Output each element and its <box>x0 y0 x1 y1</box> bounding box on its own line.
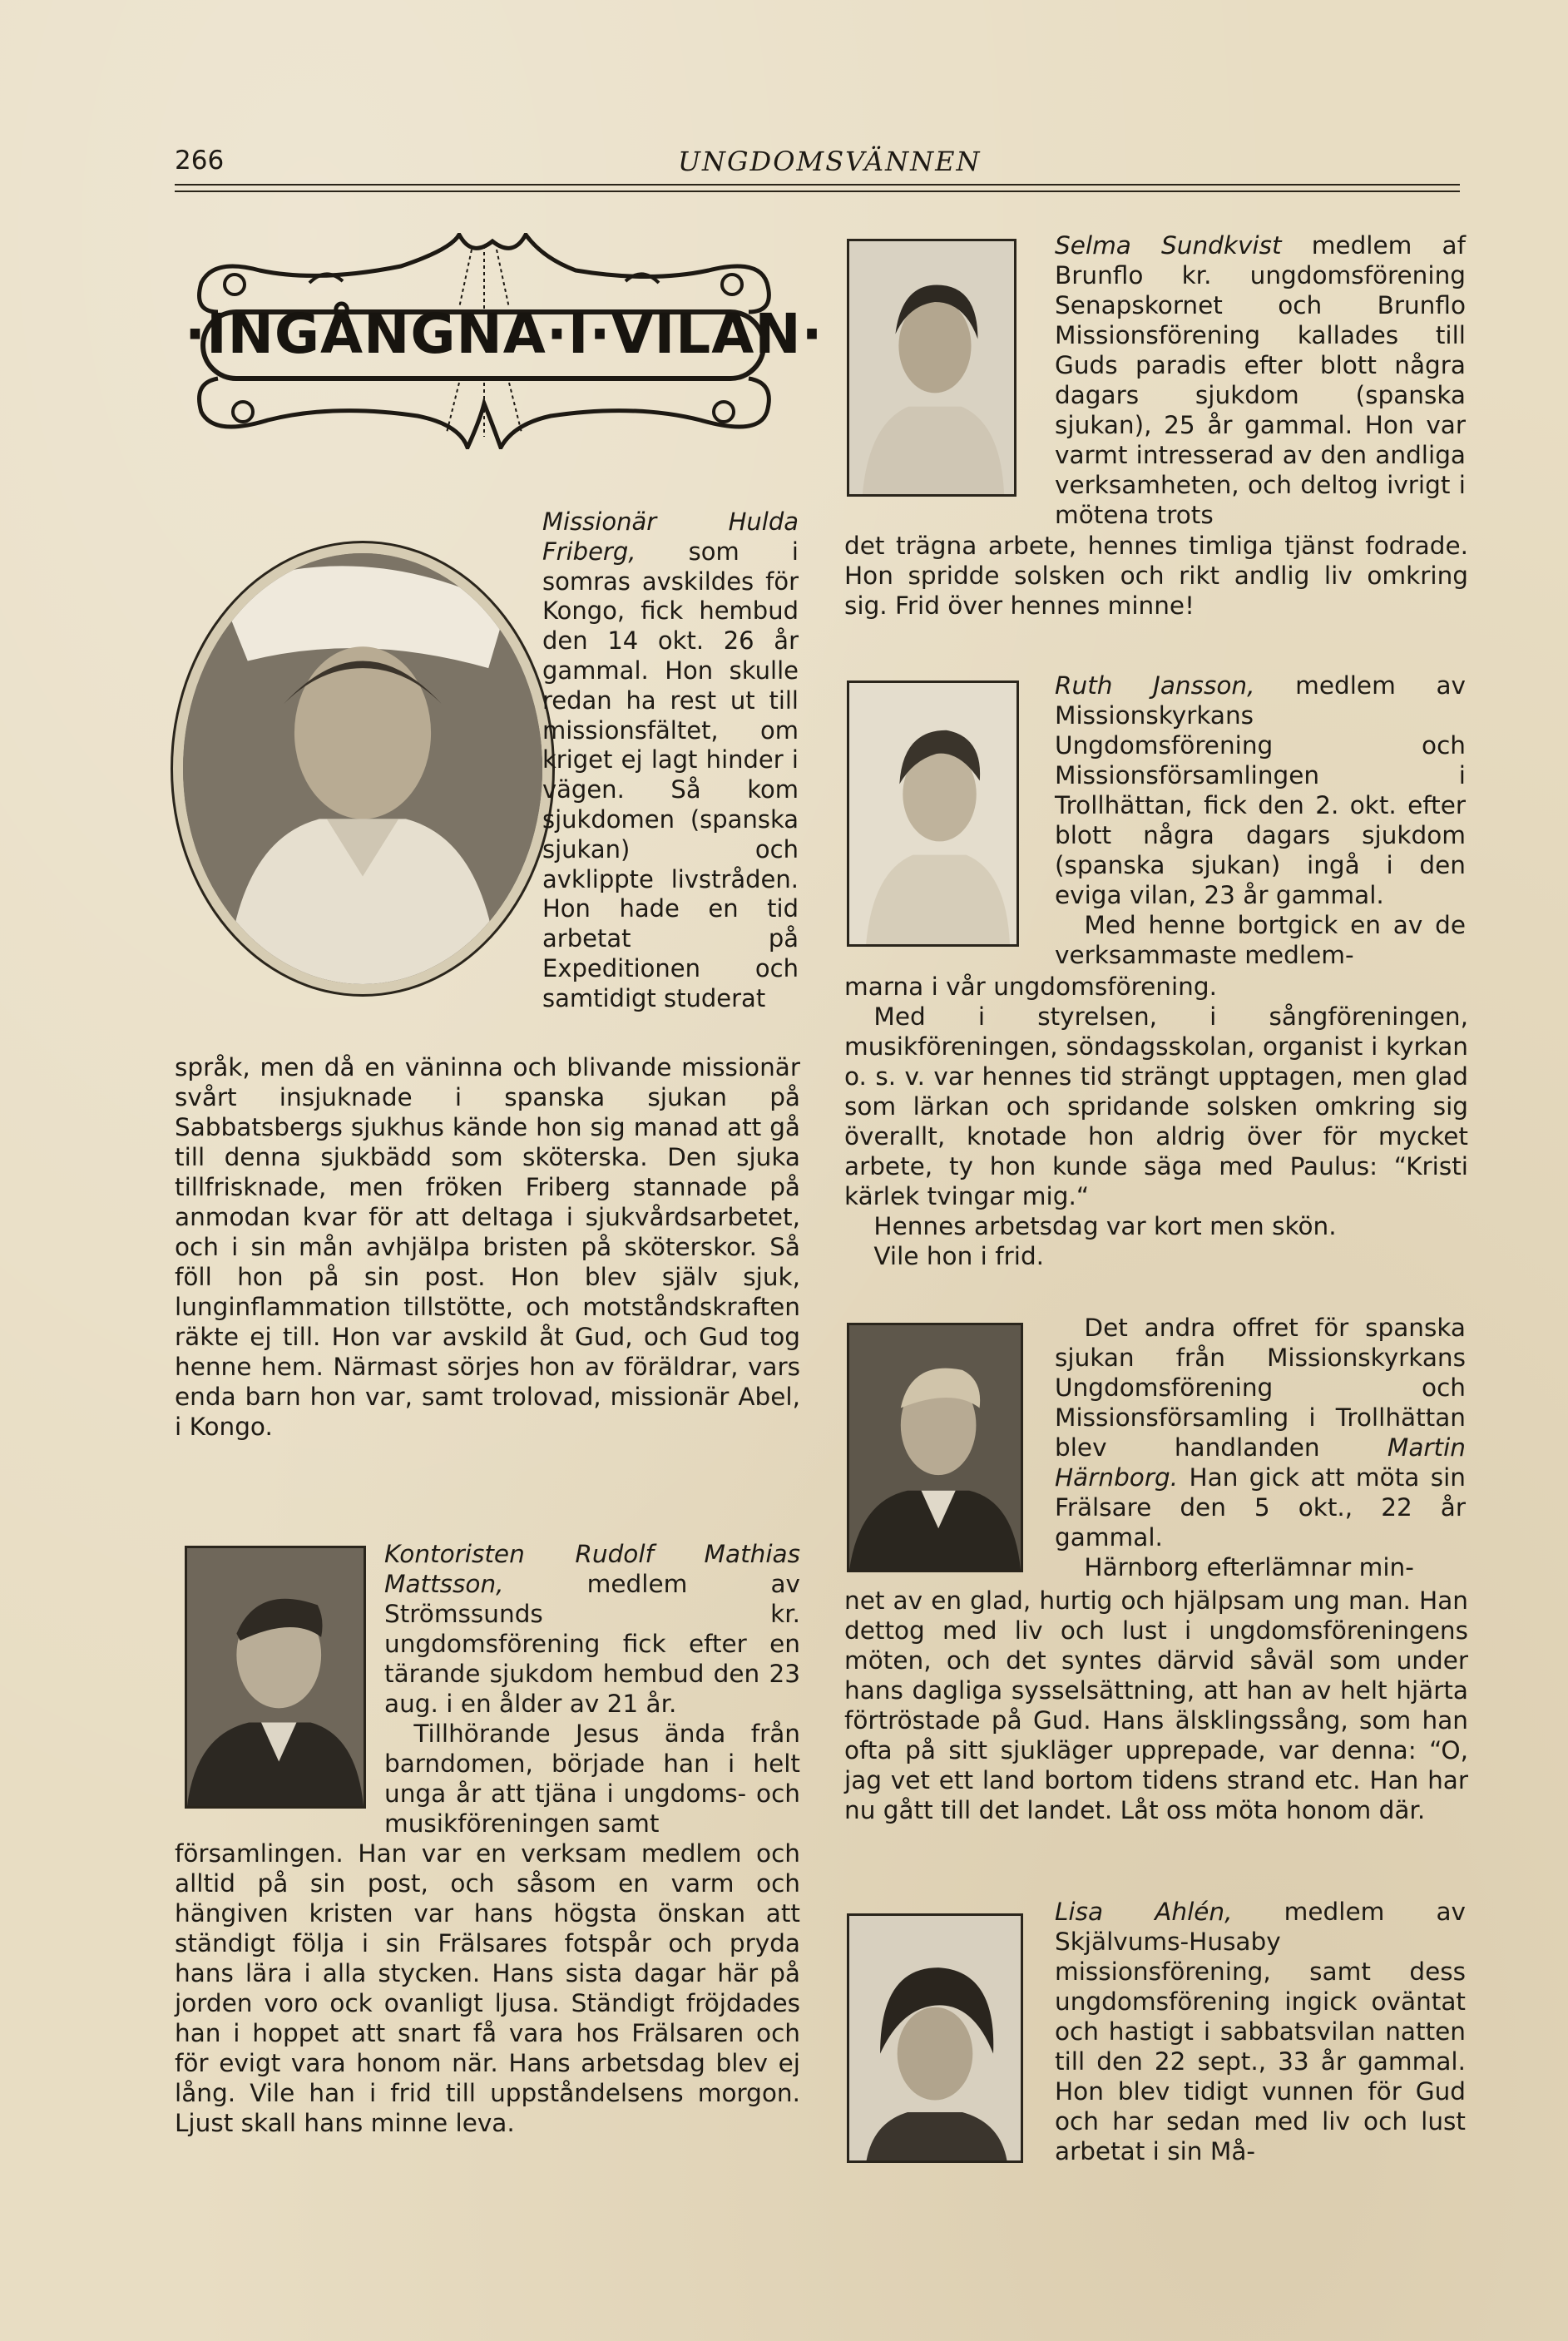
friberg-name: Missionär Hulda Friberg, <box>542 507 799 566</box>
jansson-cont-4: Vile hon i frid. <box>873 1242 1045 1270</box>
article-harnborg-side <box>1055 1313 1466 1582</box>
portrait-oval-friberg <box>171 541 555 997</box>
portrait-woman-icon <box>849 683 1016 944</box>
running-head: UNGDOMSVÄNNEN <box>678 146 982 177</box>
article-friberg-side <box>542 507 799 1014</box>
harnborg-text-a: Det andra offret för spanska sjukan från Missionskyrkans Ungdomsförening och Missionsförsamling i Trollhättan blev handlanden <box>1055 1314 1466 1462</box>
portrait-man-icon <box>849 1325 1021 1570</box>
article-mattsson-cont <box>175 1839 800 2138</box>
sundkvist-name: Selma Sundkvist <box>1055 231 1282 260</box>
portrait-mattsson <box>185 1546 366 1809</box>
jansson-name: Ruth Jansson, <box>1055 671 1255 700</box>
sundkvist-cont-text: det trägna arbete, hennes timliga tjänst fodrade. Hon spridde solsken och rikt andlig liv omkring sig. Frid över hennes minne! <box>844 532 1468 620</box>
article-harnborg-cont <box>844 1586 1468 1825</box>
article-sundkvist-cont <box>844 531 1468 621</box>
jansson-cont-1: marna i vår ungdomsförening. <box>844 973 1217 1001</box>
harnborg-cont-text: net av en glad, hurtig och hjälpsam ung man. Han dettog med liv och lust i ungdomsföreningens möten, och det syntes därvid såväl som under hans dagliga sysselsättning, att han av helt hjärta förtröstade på Gud. Hans älsklingssång, som han ofta på sitt sjukläger upprepade, var denna: “O, jag vet ett land bortom tidens strand etc. Han har nu gått till det landet. Låt oss möta honom där. <box>844 1586 1468 1824</box>
portrait-nurse-icon <box>183 553 542 984</box>
jansson-text: medlem av Missionskyrkans Ungdomsförening och Missionsförsamlingen i Trollhättan, fick den 2. okt. efter blott några dagars sjukdom (spanska sjukan) ingå i den eviga vilan, 23 år gammal. <box>1055 671 1466 909</box>
portrait-woman-icon <box>849 241 1014 494</box>
jansson-text-2: Med henne bortgick en av de verksammaste medlem- <box>1055 911 1466 969</box>
header-rule <box>175 184 1460 186</box>
article-mattsson-side <box>384 1539 800 1839</box>
jansson-cont-2: Med i styrelsen, i sångföreningen, musikföreningen, söndagsskolan, organist i kyrkan o. s. v. var hennes tid strängt upptagen, men glad som lärkan och spridande solsken omkring sig överallt, knotade hon aldrig över för mycket arbete, ty hon kunde säga med Paulus: “Kristi kärlek tvingar mig.“ <box>844 1002 1468 1210</box>
ahlen-name: Lisa Ahlén, <box>1055 1898 1233 1926</box>
portrait-woman-icon <box>849 1916 1021 2160</box>
portrait-man-icon <box>187 1548 364 1806</box>
harnborg-text-2: Härnborg efterlämnar min- <box>1084 1553 1414 1581</box>
header-rule-double <box>175 191 1460 192</box>
friberg-text: som i somras avskildes för Kongo, fick hembud den 14 okt. 26 år gammal. Hon skulle redan ha rest ut till missionsfältet, om kriget ej lagt hinder i vägen. Så kom sjukdomen (spanska sjukan) och avklippte livstråden. Hon hade en tid arbetat på Expeditionen och samtidigt studerat <box>542 537 799 1012</box>
portrait-harnborg <box>847 1323 1023 1572</box>
portrait-friberg <box>183 553 542 984</box>
mattsson-cont-text: församlingen. Han var en verksam medlem och alltid på sin post, och såsom en varm och hängiven kristen var hans högsta önskan att ständigt följa i sin Frälsares fotspår och pryda hans lära i alla stycken. Hans sista dagar här på jorden voro ock ovanligt ljusa. Ständigt fröjdades han i hoppet att snart få vara hos Frälsaren och för evigt vara honom när. Hans arbetsdag blev ej lång. Vile han i frid till uppståndelsens morgon. Ljust skall hans minne leva. <box>175 1839 800 2137</box>
jansson-cont-3: Hennes arbetsdag var kort men skön. <box>873 1212 1337 1240</box>
ornamental-banner <box>185 233 824 449</box>
mattsson-text: medlem av Strömssunds kr. ungdomsförening fick efter en tärande sjukdom hembud den 23 aug. i en ålder av 21 år. <box>384 1570 800 1718</box>
sundkvist-text: medlem af Brunflo kr. ungdomsförening Senapskornet och Brunflo Missionsförening kallades till Guds paradis efter blott några dagars sjukdom (spanska sjukan), 25 år gammal. Hon var varmt intresserad av den andliga verksamheten, och deltog ivrigt i mötena trots <box>1055 231 1466 529</box>
page-number: 266 <box>175 146 225 176</box>
article-jansson-side <box>1055 671 1466 970</box>
page-header <box>175 146 1460 187</box>
portrait-sundkvist <box>847 239 1016 497</box>
friberg-cont-text: språk, men då en väninna och blivande missionär svårt insjuknade i spanska sjukan på Sabbatsbergs sjukhus kände hon sig manad att gå till denna sjukbädd som sköterska. Den sjuka tillfrisknade, men fröken Friberg stannade på anmodan kvar för att deltaga i sjukvårdsarbetet, och i sin mån avhjälpa bristen på sköterskor. Så föll hon på sin post. Hon blev själv sjuk, lunginflammation tillstötte, och motståndskraften räkte ej till. Hon var avskild åt Gud, och Gud tog henne hem. Närmast sörjes hon av föräldrar, vars enda barn hon var, samt trolovad, missionär Abel, i Kongo. <box>175 1053 800 1441</box>
banner-title: ·INGÅNGNA·I·VILAN· <box>185 302 824 366</box>
ahlen-text: medlem av Skjälvums-Husaby missionsförening, samt dess ungdomsförening ingick oväntat och hastigt i sabbatsvilan natten till den 22 sept., 33 år gammal. Hon blev tidigt vunnen för Gud och har sedan med liv och lust arbetat i sin Må- <box>1055 1898 1466 2165</box>
portrait-ahlen <box>847 1913 1023 2163</box>
article-jansson-cont <box>844 972 1468 1271</box>
harnborg-text-b: Han gick att möta sin Frälsare den 5 okt., 22 år gammal. <box>1055 1463 1466 1552</box>
portrait-jansson <box>847 681 1019 947</box>
article-ahlen-side <box>1055 1897 1466 2166</box>
article-friberg-cont <box>175 1052 800 1442</box>
harnborg-name: Martin Härnborg. <box>1055 1433 1466 1492</box>
article-sundkvist-side <box>1055 230 1466 530</box>
mattsson-name: Kontoristen Rudolf Mathias Mattsson, <box>384 1540 800 1598</box>
mattsson-text-2: Tillhörande Jesus ända från barndomen, började han i helt unga år att tjäna i ungdoms- och musikföreningen samt <box>384 1720 800 1838</box>
